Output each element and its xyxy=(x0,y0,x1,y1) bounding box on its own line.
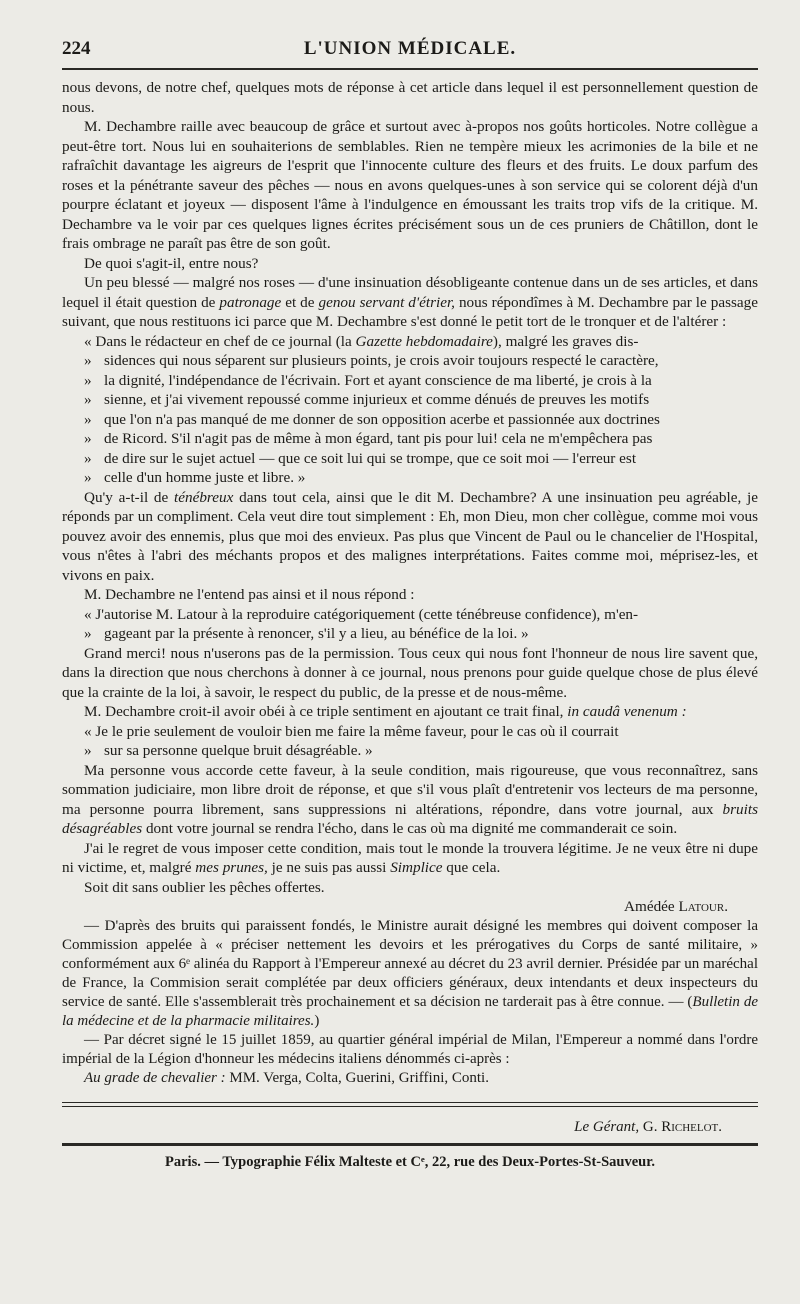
quote-1-line-4: » sienne, et j'ai vivement repoussé comme injurieux et comme dénués de preuves les motifs xyxy=(84,391,650,408)
paragraph-7: Grand merci! nous n'userons pas de la permission. Tous ceux qui nous font l'honneur de nous lire savent que, dans la direction que nous cherchons à donner à ce journal, nous prenons pour guide quelque chose de plus élevé que la crainte de la loi, à savoir, le respect du public, de la presse et de nous-même. xyxy=(62,644,758,701)
paragraph-10: J'ai le regret de vous imposer cette condition, mais tout le monde la trouvera légitime. Je ne veux être ni dupe ni victime, et, malgré mes prunes, je ne suis pas aussi Simplice que cela. xyxy=(62,839,758,876)
signature: Amédée Latour. xyxy=(624,898,728,915)
gerant-line xyxy=(62,1117,758,1137)
quote-1-line-1 xyxy=(62,332,758,352)
p5-em-tenebreux: ténébreux xyxy=(174,488,234,506)
q1-open: « Dans le rédacteur en chef de ce journal (la xyxy=(84,332,356,350)
news-item-2-list: Au grade de chevalier : MM. Verga, Colta, Guerini, Griffini, Conti. xyxy=(84,1069,489,1086)
news-item-1: — D'après des bruits qui paraissent fondés, le Ministre aurait désigné les membres qui doivent composer la Commission appelée à « préciser nettement les devoirs et les prérogatives du Corps de santé militaire, » conformément aux 6ᵉ alinéa du Rapport à l'Empereur annexé au décret du 23 avril dernier. Présidée par un maréchal de France, la Commision serait complétée par deux officiers généraux, deux intendants et deux inspecteurs du service de santé. Elle s'assemblerait très prochainement et sa décision ne tarderait pas à être connue. — (Bulletin de la médecine et de la pharmacie militaires.) xyxy=(62,917,759,1029)
gerant-name: G. Richelot. xyxy=(642,1118,722,1135)
q1-em-gazette: Gazette hebdomadaire xyxy=(355,332,493,350)
gerant-label: Le Gérant, xyxy=(574,1118,640,1135)
q1-close: ), malgré les graves dis- xyxy=(492,332,639,350)
quote-2 xyxy=(62,605,758,644)
quote-2-line-2: » gageant par la présente à renoncer, s'il y a lieu, au bénéfice de la loi. » xyxy=(84,625,529,642)
paragraph-9: Ma personne vous accorde cette faveur, à la seule condition, mais rigoureuse, que vous reconnaîtrez, sans sommation judiciaire, mon libre droit de réponse, et que s'il vous plaît d'entretenir vos lecteurs de ma personne, ma personne pourra librement, sans suppressions ni altérations, répondre, dans votre journal, aux bruits désagréables dont votre journal se rendra l'écho, dans le cas où ma dignité me commanderait ce soin. xyxy=(62,761,758,837)
signature-surname: Latour. xyxy=(678,898,728,915)
paragraph-4 xyxy=(62,273,758,332)
p4-text-c: nous répondîmes à M. Dechambre par le passage suivant, que nous restituons ici parce que M. Dechambre s'est donné le petit tort de le tronquer et de l'altérer : xyxy=(62,293,758,330)
article-body xyxy=(62,78,758,1088)
printer-imprint: Paris. — Typographie Félix Malteste et Cᵉ, 22, rue des Deux-Portes-St-Sauveur. xyxy=(165,1153,655,1170)
p8-em-in-cauda: in caudâ venenum : xyxy=(567,703,687,720)
paragraph-2: M. Dechambre raille avec beaucoup de grâce et surtout avec à-propos nos goûts horticoles. Notre collègue a peut-être tort. Nous lui en souhaiterions de semblables. Rien ne tempère mieux les acrimonies de la bile et ne rafraîchit davantage les aigreurs de l'esprit que l'innocente culture des fleurs et des fruits. Le doux parfum des roses et la pénétrante saveur des pêches — nous en avons quelques-unes à son service qui se colorent déjà d'un pourpre éclatant et joyeux — disposent l'âme à l'indulgence en émoussant les traits trop vifs de la critique. M. Dechambre va le voir par ces quelques lignes écrites précisément sous un de ces pruniers de Châtillon, dont le frais ombrage ne paraît pas être de son goût. xyxy=(62,118,758,252)
paragraph-8: M. Dechambre croit-il avoir obéi à ce triple sentiment en ajoutant ce trait final, in caudâ venenum : xyxy=(84,703,687,720)
p10-em-simplice: Simplice xyxy=(390,859,443,876)
paragraph-3: De quoi s'agit-il, entre nous? xyxy=(84,254,259,272)
p4-text-a: Un peu blessé — malgré nos roses — d'une insinuation désobligeante contenue dans un de ses articles, et dans lequel il était question de xyxy=(62,274,758,311)
quote-3-line-2: » sur sa personne quelque bruit désagréable. » xyxy=(84,742,373,759)
journal-title: L'UNION MÉDICALE. xyxy=(303,38,517,59)
footer-thick-rule xyxy=(62,1143,758,1146)
page-number: 224 xyxy=(62,38,91,59)
quote-1-line-8: » celle d'un homme juste et libre. » xyxy=(84,469,306,486)
quote-3 xyxy=(62,722,758,761)
footer-double-rule xyxy=(62,1102,758,1107)
quote-3-line-1: « Je le prie seulement de vouloir bien me faire la même faveur, pour le cas où il courrait xyxy=(84,722,619,740)
paragraph-11: Soit dit sans oublier les pêches offertes. xyxy=(84,878,325,896)
p9-em-bruits: bruits désagréables xyxy=(62,800,758,837)
news-item-2: — Par décret signé le 15 juillet 1859, au quartier général impérial de Milan, l'Empereur a nommé dans l'ordre impérial de la Légion d'honneur les médecins italiens dénommés ci-après : xyxy=(62,1031,758,1067)
paragraph-1: nous devons, de notre chef, quelques mots de réponse à cet article dans lequel il est personnellement question de nous. xyxy=(62,79,758,116)
p4-em-patronage: patronage xyxy=(219,293,282,311)
quote-1-line-2: » sidences qui nous séparent sur plusieurs points, je crois avoir toujours respecté le caractère, xyxy=(84,352,659,369)
p4-text-b: et de xyxy=(281,293,319,311)
n2-em-grade: Au grade de chevalier : xyxy=(84,1069,226,1086)
quote-1-line-3: » la dignité, l'indépendance de l'écrivain. Fort et ayant conscience de ma liberté, je crois à la xyxy=(84,371,652,389)
paragraph-5: Qu'y a-t-il de ténébreux dans tout cela, ainsi que le dit M. Dechambre? A une insinuation peu agréable, je réponds par un compliment. Cela veut dire tout simplement : Eh, mon Dieu, mon cher collègue, comme moi vous pouvez avoir des ennemis, plus que moi des envieux. Pas plus que Vincent de Paul ou le chancelier de l'Hospital, vous n'êtes à l'abri des méchants propos et des malignes interprétations. Faites comme moi, méprisez-les, et vivons en paix. xyxy=(62,488,758,584)
n1-em-bulletin: Bulletin de la médecine et de la pharmacie militaires. xyxy=(62,993,759,1029)
quote-1-line-5: » que l'on n'a pas manqué de me donner de son opposition acerbe et passionnée aux doctrines xyxy=(84,410,660,428)
quote-2-line-1: « J'autorise M. Latour à la reproduire catégoriquement (cette ténébreuse confidence), m'en- xyxy=(84,605,639,623)
quote-1 xyxy=(62,332,758,488)
p10-em-prunes: mes prunes, xyxy=(195,859,268,876)
quote-1-line-7: » de dire sur le sujet actuel — que ce soit lui qui se trompe, que ce soit moi — l'erreur est xyxy=(84,449,637,467)
paragraph-6: M. Dechambre ne l'entend pas ainsi et il nous répond : xyxy=(84,586,415,603)
p4-em-genou: genou servant d'étrier, xyxy=(318,293,455,311)
running-header xyxy=(62,38,758,70)
quote-1-line-6: » de Ricord. S'il n'agit pas de même à mon égard, tant pis pour lui! cela ne m'empêchera pas xyxy=(84,430,653,447)
